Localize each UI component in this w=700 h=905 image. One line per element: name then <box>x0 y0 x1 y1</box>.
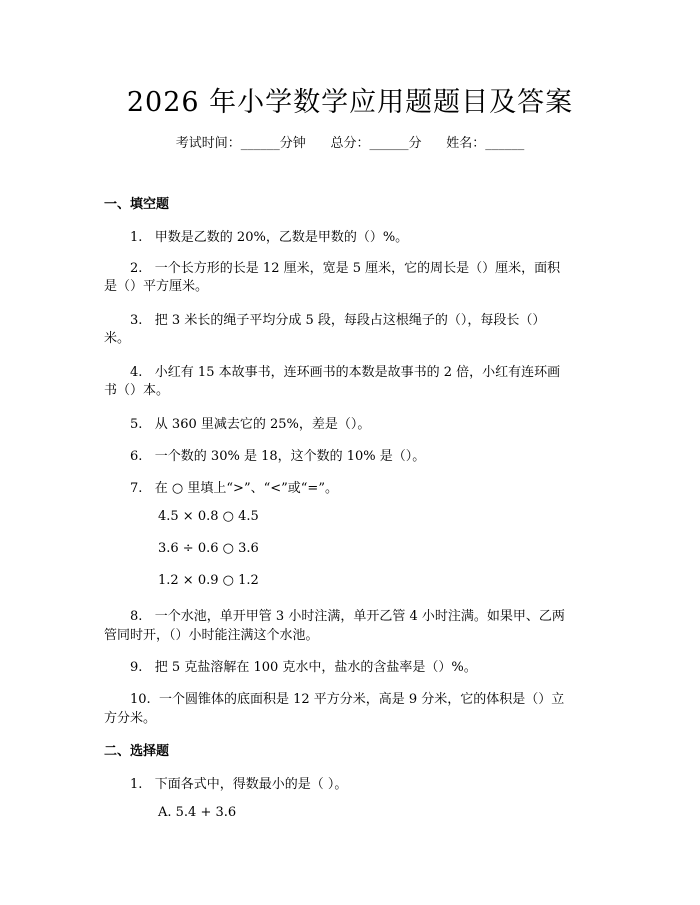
question-line-continued: 是（）平方厘米。 <box>104 279 209 294</box>
comparison-item: 4.5 × 0.8 ○ 4.5 <box>158 509 259 524</box>
question-line: 10. 一个圆锥体的底面积是 12 平方分米，高是 9 分米，它的体积是（）立 <box>130 692 565 707</box>
comparison-item: 1.2 × 0.9 ○ 1.2 <box>158 573 259 588</box>
document-title: 2026 年小学数学应用题题目及答案 <box>126 87 574 118</box>
exam-info-line: 考试时间：______分钟 总分：______分 姓名：______ <box>175 136 525 151</box>
question-line-continued: 方分米。 <box>104 711 157 726</box>
question-line: 4. 小红有 15 本故事书，连环画书的本数是故事书的 2 倍，小红有连环画 <box>130 365 561 380</box>
section-heading-fill-in: 一、填空题 <box>104 197 170 212</box>
question-line: 3. 把 3 米长的绳子平均分成 5 段，每段占这根绳子的（），每段长（） <box>130 313 546 328</box>
question-line: 7. 在 ○ 里填上“>”、“<”或“=”。 <box>130 481 338 496</box>
question-line-continued: 管同时开，（）小时能注满这个水池。 <box>104 628 319 643</box>
question-line: 6. 一个数的 30% 是 18，这个数的 10% 是（）。 <box>130 449 426 464</box>
choice-option: A. 5.4 + 3.6 <box>158 805 237 820</box>
question-line: 1. 甲数是乙数的 20%，乙数是甲数的（）%。 <box>130 230 409 245</box>
section-heading-multiple-choice: 二、选择题 <box>104 744 170 759</box>
question-line: 8. 一个水池，单开甲管 3 小时注满，单开乙管 4 小时注满。如果甲、乙两 <box>130 609 565 624</box>
question-line-continued: 米。 <box>104 331 131 346</box>
question-line: 2. 一个长方形的长是 12 厘米，宽是 5 厘米，它的周长是（）厘米，面积 <box>130 261 561 276</box>
question-line-continued: 书（）本。 <box>104 383 170 398</box>
question-line: 1. 下面各式中，得数最小的是（ ）。 <box>130 777 348 792</box>
comparison-item: 3.6 ÷ 0.6 ○ 3.6 <box>158 541 259 556</box>
question-line: 9. 把 5 克盐溶解在 100 克水中，盐水的含盐率是（）%。 <box>130 660 477 675</box>
question-line: 5. 从 360 里减去它的 25%，差是（）。 <box>130 417 371 432</box>
